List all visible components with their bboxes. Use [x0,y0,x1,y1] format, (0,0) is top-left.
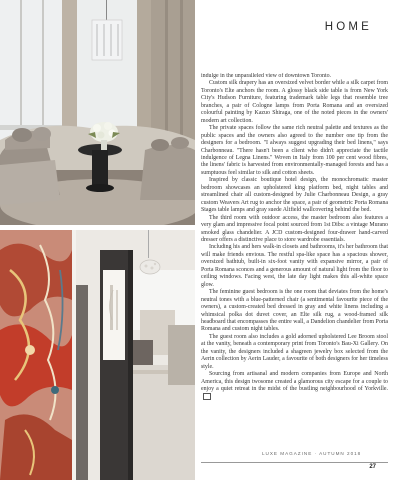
end-mark-icon [203,393,211,400]
living-room-illustration [0,0,195,225]
article-paragraph: indulge in the unparalleled view of downtown Toronto. [201,73,332,79]
article-paragraph: Custom silk drapery has an oversized velvet border while a silk carpet from Toronto's Elte anchors the room. A glossy black side table is from New York City's Hudson Furniture, featuring trademark table legs that resemble tree branches, a pair of Cologne lamps from Porta Romana and an oversized colourful painting by Kazuo Shiraga, one of the noted pieces in the owners' modern art collection. [201,80,388,124]
article-body [201,73,388,458]
bedroom-illustration [0,230,195,480]
section-heading: HOME [324,21,372,33]
page-number: 27 [369,464,376,470]
article-paragraph: Including his and hers walk-in closets and bathrooms, it's her bathroom that will make friends envious. The restful spa-like space has a spacious shower, oversized bathtub, built-in six-foot vanity with expansive mirror, a pair of Porta Romana sconces and a generous amount of natural light from the floor to ceiling windows. Facing west, the late day light makes this all-white space glow. [201,244,388,288]
footer-magazine-title: LUXE MAGAZINE · AUTUMN 2018 [262,451,362,456]
article-paragraph: The private spaces follow the same rich neutral palette and textures as the public spaces and the owners also agreed to the number one tip from the designers for a bedroom. "I always suggest upgrading their bed linens," says Charbonneau. "There hasn't been a client who didn't appreciate the tactile indulgence of Legna Linens." Woven in Italy from 100 per cent wood fibres, the linens' fabric is harvested from environmentally-managed forests and has a sumptuous feel similar to silk and cotton sheets. [201,125,388,176]
article-paragraph-text: Sourcing from artisanal and modern companies from Europe and North America, this design twosome created a glamorous city escape for a couple to enjoy a quiet retreat in the midst of the bustling neighbourhood of Yorkville. [201,371,388,393]
article-paragraph: The guest room also includes a gold adorned upholstered Lee Broom stool at the vanity, beneath a contemporary print from Toronto's Bau-Xi Gallery. On the vanity, the designers included a shagreen jewelry box selected from the Aerin collection by Aerin Lauder, a favourite of both designers for her timeless style. [201,333,388,370]
living-room-photo [0,0,195,225]
bedroom-photo [0,230,195,480]
article-paragraph: Inspired by classic boutique hotel design, the monochromatic master bedroom showcases an upholstered king platform bed, night tables and streamlined chair all custom-designed by Julie Charbonneau Design, a gray custom Weavers Art rug to anchor the space, a pair of geometric Porta Romana Stages table lamps and gray suede Altfield wallcovering behind the bed. [201,177,388,214]
article-paragraph: The feminine guest bedroom is the one room that deviates from the home's neutral tones with a blue-patterned chair (a sentimental favourite piece of the owners), a custom-created bed dressed in gray and white linens including a whimsical polka dot duvet cover, an Elte silk rug, a wood-framed silk headboard that encompasses the entire wall, a Dandelion chandelier from Porta Romana and custom night tables. [201,289,388,333]
article-paragraph-last [201,371,388,402]
article-paragraph: The third room with outdoor access, the master bedroom also features a very glam and impressive focal point sourced from 1st Dibs: a vintage Murano smoked glass chandelier. A JCD custom-designed four-drawer hand-carved dresser offers a distinctive place to store wardrobe essentials. [201,214,388,243]
footer-divider [201,462,388,463]
